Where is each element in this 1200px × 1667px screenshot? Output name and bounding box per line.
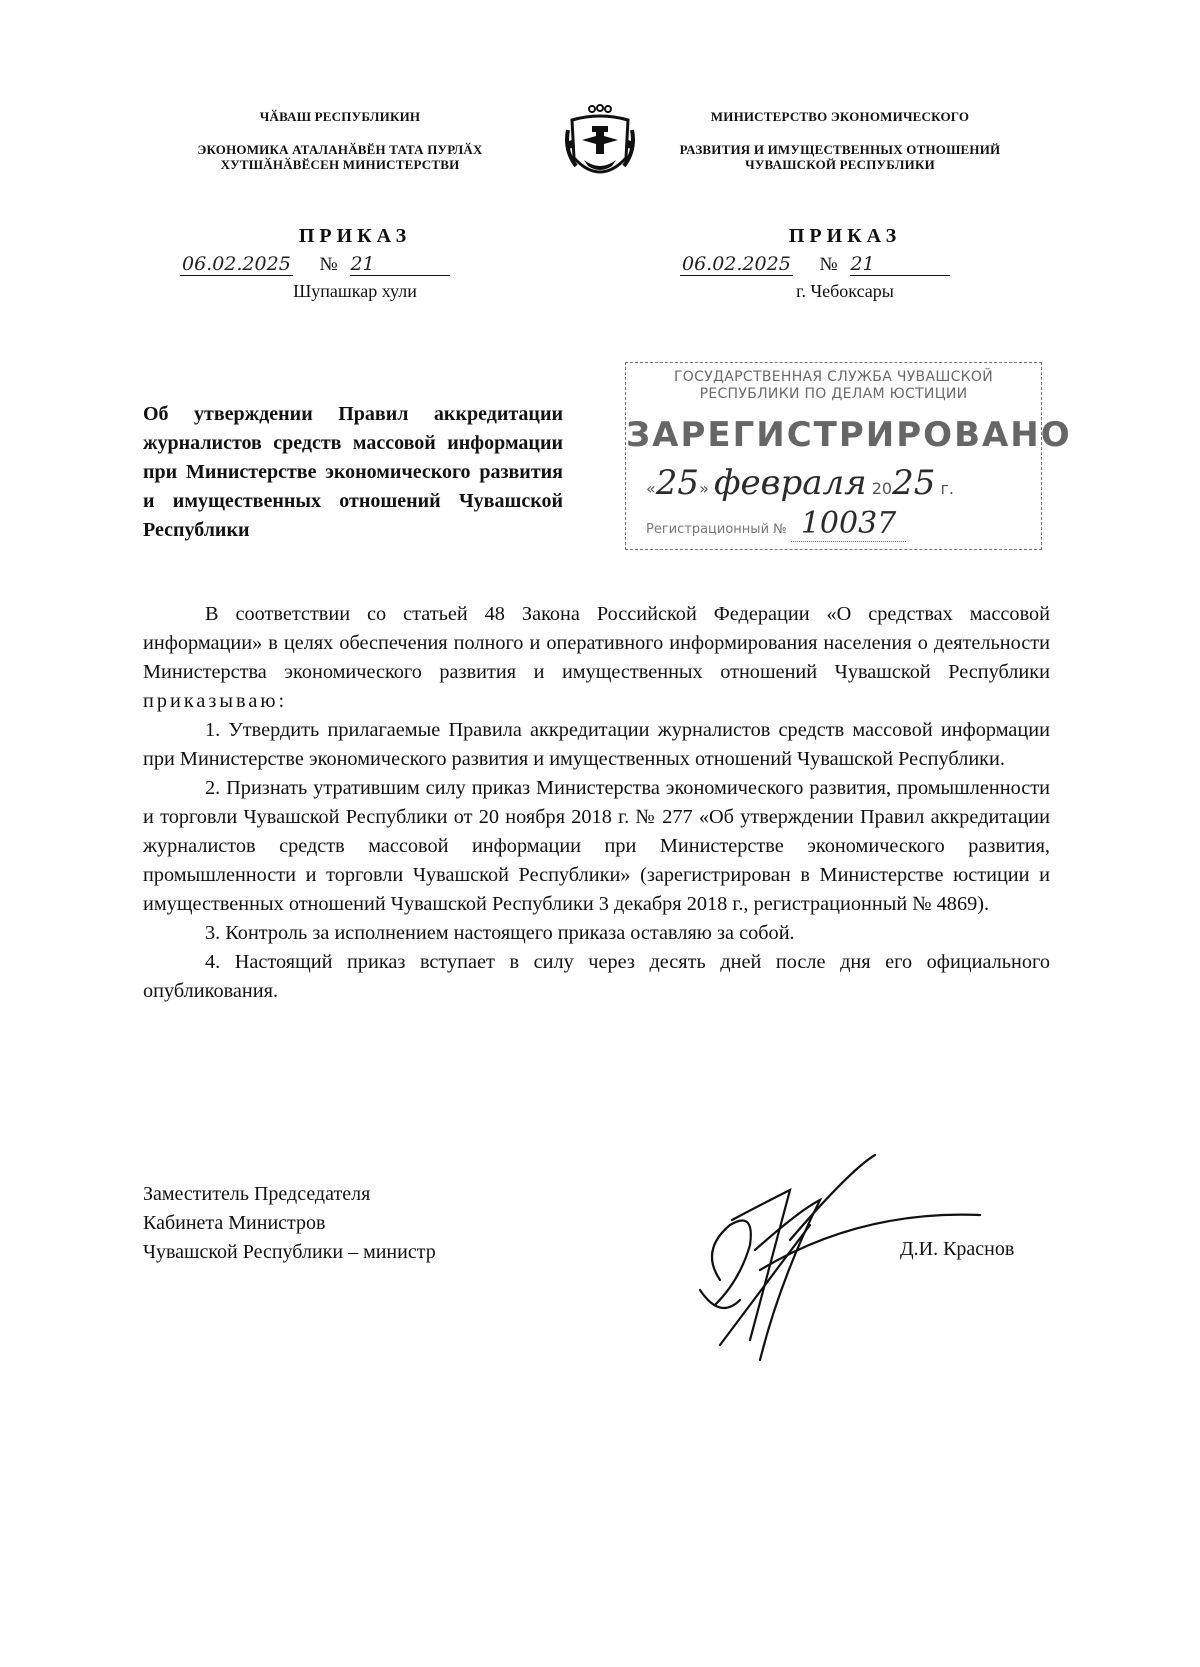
order-label-right: ПРИКАЗ (788, 225, 902, 247)
body-paragraph-2: 1. Утвердить прилагаемые Правила аккредитации журналистов средств массовой информации при Министерстве экономического развития и имущественных отношений Чувашской Республики. (143, 719, 1050, 770)
emblem-icon (562, 100, 638, 190)
stamp-line2: РЕСПУБЛИКИ ПО ДЕЛАМ ЮСТИЦИИ (699, 386, 968, 402)
signer-name: Д.И. Краснов (900, 1238, 1015, 1260)
order-label-left: ПРИКАЗ (298, 225, 412, 247)
document-title: Об утверждении Правил аккредитации журналистов средств массовой информации при Министерстве экономического развития и имущественных отношений Чувашской Республики (143, 403, 563, 541)
header-right-line2: РАЗВИТИЯ И ИМУЩЕСТВЕННЫХ ОТНОШЕНИЙ ЧУВАШСКОЙ РЕСПУБЛИКИ (679, 142, 1001, 172)
city-right: г. Чебоксары (796, 281, 894, 301)
header-right-line1: МИНИСТЕРСТВО ЭКОНОМИЧЕСКОГО (710, 109, 970, 124)
signer-position-line1: Заместитель Председателя (143, 1183, 371, 1205)
order-dateline-left (180, 253, 450, 279)
body-p1-text: В соответствии со статьей 48 Закона Российской Федерации «О средствах массовой информации» в целях обеспечения полного и оперативного информирования населения о деятельности Министерства экономического развития и имущественных отношений Чувашской Республики (143, 603, 1050, 683)
body-paragraph-3: 2. Признать утратившим силу приказ Министерства экономического развития, промышленности и торговли Чувашской Республики от 20 ноября 2018 г. № 277 «Об утверждении Правил аккредитации журналистов средств массовой информации при Министерстве экономического развития, промышленности и торговли Чувашской Республики» (зарегистрирован в Министерстве юстиции и имущественных отношений Чувашской Республики 3 декабря 2018 г., регистрационный № 4869). (143, 777, 1050, 915)
stamp-registration (646, 506, 1031, 541)
stamp-year-abbr: г. (940, 479, 954, 498)
document-body (143, 600, 1050, 1006)
registration-stamp (625, 362, 1072, 550)
order-number-right: 21 (850, 253, 950, 276)
order-number-left: 21 (350, 253, 450, 276)
body-p1-emphasis: приказываю: (143, 690, 288, 712)
signer-position (143, 1180, 436, 1267)
stamp-reg-number: 10037 (791, 506, 906, 542)
stamp-status: ЗАРЕГИСТРИРОВАНО (626, 415, 1072, 455)
order-dateline-right (680, 253, 950, 279)
stamp-year-prefix: 20 (871, 479, 893, 498)
order-number-label-left: № (319, 254, 338, 275)
stamp-authority (626, 369, 1041, 403)
header-left-line1: ЧӐВАШ РЕСПУБЛИКИН (259, 109, 421, 124)
body-paragraph-5: 4. Настоящий приказ вступает в силу через десять дней после дня его официального опубликования. (143, 951, 1050, 1002)
body-paragraph-4: 3. Контроль за исполнением настоящего приказа оставляю за собой. (205, 922, 795, 944)
signer-position-line3: Чувашской Республики – министр (143, 1241, 436, 1263)
body-paragraph-1 (143, 600, 1050, 716)
stamp-day: 25 (655, 463, 700, 503)
stamp-line1: ГОСУДАРСТВЕННАЯ СЛУЖБА ЧУВАШСКОЙ (673, 369, 994, 385)
order-number-label-right: № (819, 254, 838, 275)
stamp-reg-label: Регистрационный № (646, 522, 787, 537)
signer-position-line2: Кабинета Министров (143, 1212, 326, 1234)
stamp-year-suffix: 25 (892, 463, 936, 503)
stamp-month: февраля (713, 463, 867, 503)
header-left-line2: ЭКОНОМИКА АТАЛАНӐВӖН ТАТА ПУРЛӐХ ХУТШӐНӐВӖСЕН МИНИСТЕРСТВИ (197, 142, 483, 172)
city-left: Шупашкар хули (293, 281, 417, 301)
stamp-date: «25» февраля 2025 г. (646, 463, 954, 503)
order-date-right: 06.02.2025 (682, 253, 791, 275)
order-date-left: 06.02.2025 (182, 253, 291, 275)
